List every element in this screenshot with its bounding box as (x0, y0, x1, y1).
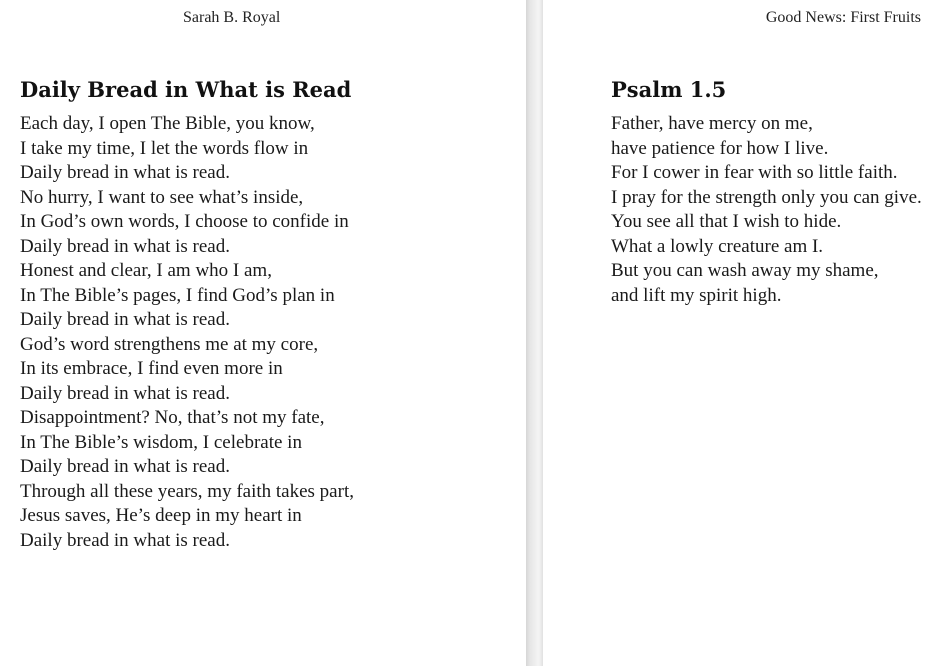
poem-line: Through all these years, my faith takes part, (20, 480, 354, 502)
poem-line: You see all that I wish to hide. (611, 211, 842, 232)
poem-line: Daily bread in what is read. (20, 309, 230, 330)
poem-line: Jesus saves, He’s deep in my heart in (20, 505, 302, 526)
poem-line: In The Bible’s wisdom, I celebrate in (20, 431, 302, 453)
poem-line: Daily bread in what is read. (20, 529, 230, 551)
poem-line: Father, have mercy on me, (611, 113, 813, 134)
poem-line: In The Bible’s pages, I find God’s plan in (20, 284, 335, 306)
poem-line: Honest and clear, I am who I am, (20, 260, 272, 281)
poem-line: Daily bread in what is read. (20, 382, 230, 404)
poem-title: Psalm 1.5 (611, 77, 727, 102)
poem-line: and lift my spirit high. (611, 284, 782, 306)
poem-line: I pray for the strength only you can give. (611, 186, 922, 208)
poem-line: Daily bread in what is read. (20, 456, 230, 477)
poem-title: Daily Bread in What is Read (20, 77, 352, 102)
poem-line: have patience for how I live. (611, 137, 829, 159)
poem-line: Each day, I open The Bible, you know, (20, 113, 315, 134)
book-title-running-head: Good News: First Fruits (765, 9, 921, 26)
poem-line: Disappointment? No, that’s not my fate, (20, 407, 325, 428)
poem-verse (20, 112, 354, 553)
author-running-head: Sarah B. Royal (183, 9, 281, 26)
poem-line: God’s word strengthens me at my core, (20, 333, 319, 355)
poem-line: But you can wash away my shame, (611, 260, 879, 281)
poem-verse (611, 112, 922, 308)
poem-line: I take my time, I let the words flow in (20, 137, 309, 159)
poem-line: No hurry, I want to see what’s inside, (20, 186, 304, 208)
poem-line: For I cower in fear with so little faith. (611, 162, 898, 183)
poem-line: Daily bread in what is read. (20, 235, 230, 257)
poem-line: What a lowly creature am I. (611, 235, 824, 257)
poem-line: Daily bread in what is read. (20, 162, 230, 183)
right-page[interactable] (543, 0, 951, 666)
poem-line: In its embrace, I find even more in (20, 358, 283, 379)
poem-line: In God’s own words, I choose to confide in (20, 211, 349, 232)
book-spine-gutter (526, 0, 543, 666)
